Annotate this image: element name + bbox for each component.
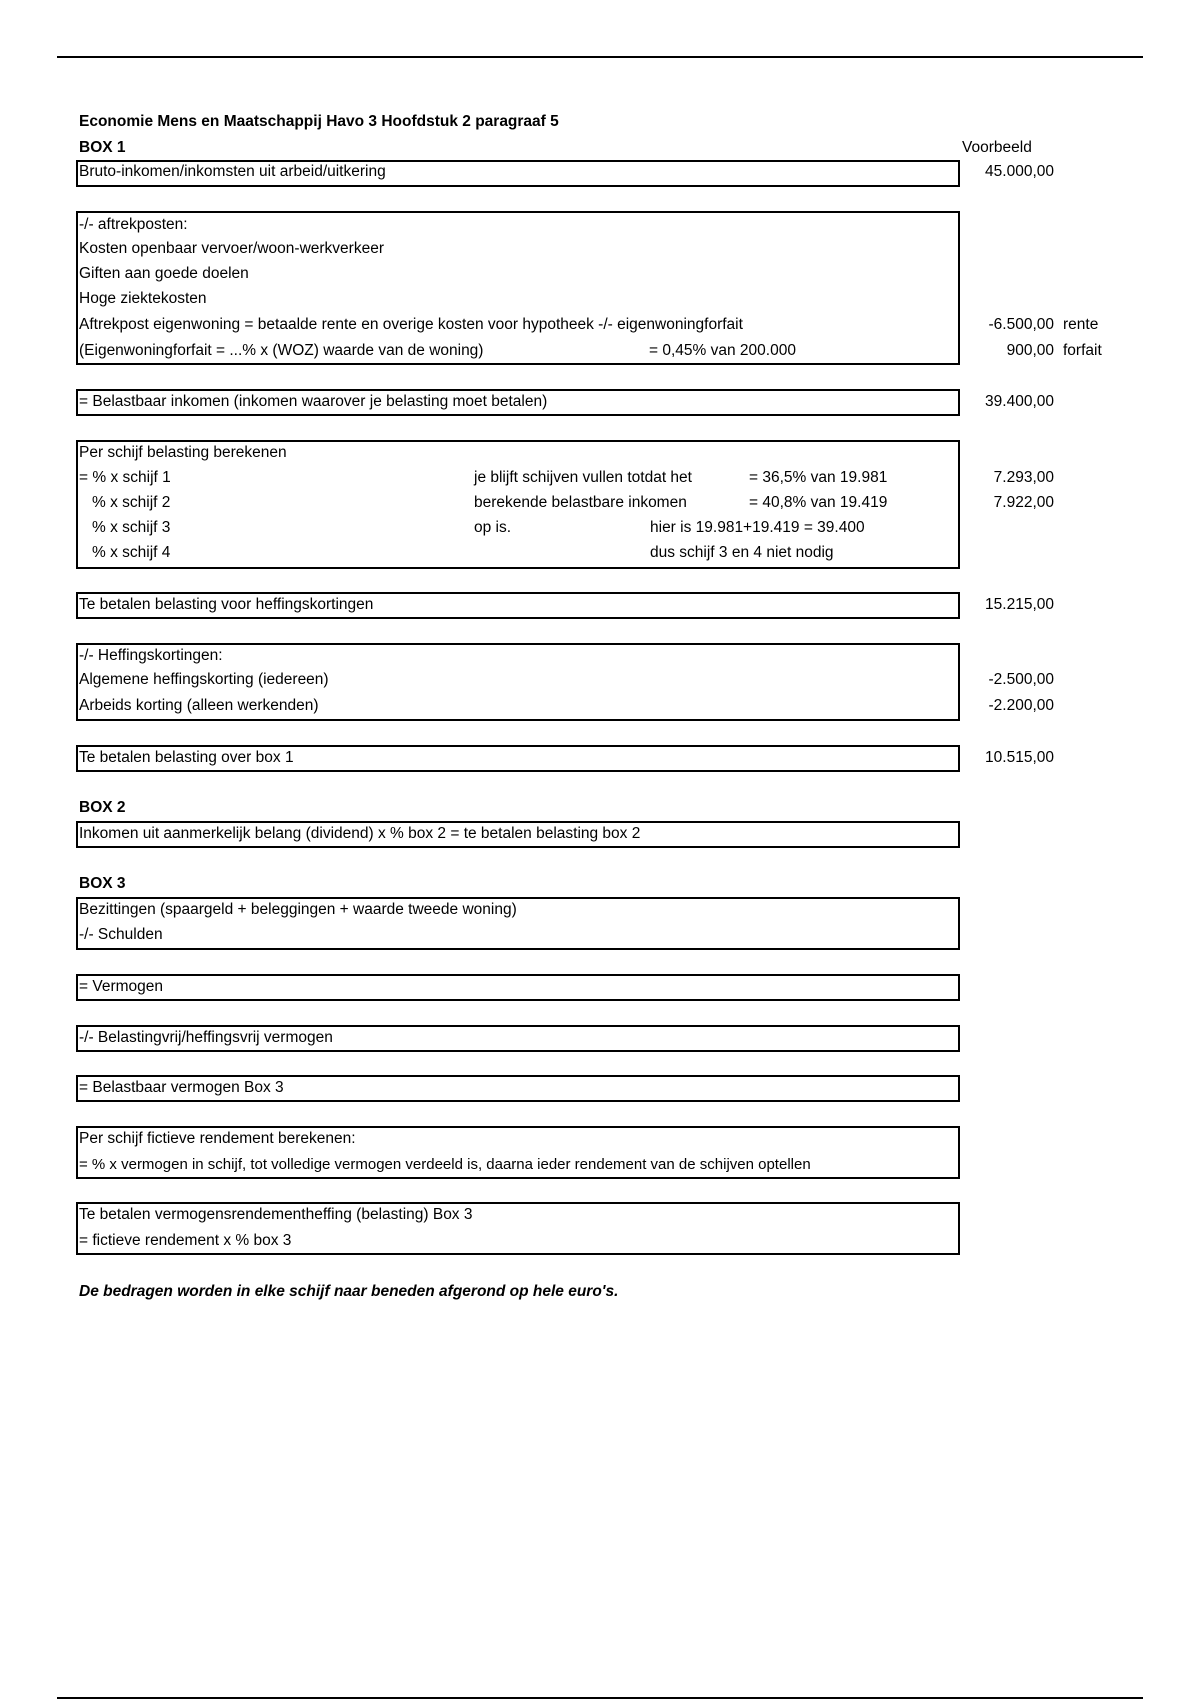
schijf-value: 7.293,00 (993, 469, 1054, 486)
aftrek-item: (Eigenwoningforfait = ...% x (WOZ) waarde van de woning) (79, 342, 484, 359)
schijf-calc: = 36,5% van 19.981 (749, 469, 888, 486)
schijf-note: je blijft schijven vullen totdat het (474, 469, 692, 486)
heffing-line: = fictieve rendement x % box 3 (79, 1232, 292, 1249)
schijf-heading: Per schijf belasting berekenen (79, 444, 287, 461)
algemene-korting-label: Algemene heffingskorting (iedereen) (79, 671, 329, 688)
voor-kortingen-value: 15.215,00 (985, 596, 1054, 613)
rente-label: rente (1063, 316, 1099, 333)
schijf-note: berekende belastbare inkomen (474, 494, 687, 511)
arbeidskorting-label: Arbeids korting (alleen werkenden) (79, 697, 319, 714)
schijf-row: % x schijf 2 (92, 494, 171, 511)
schijf-calc: dus schijf 3 en 4 niet nodig (650, 544, 834, 561)
vermogen-box (76, 974, 960, 1001)
example-header: Voorbeeld (962, 139, 1032, 156)
schijf-calc: = 40,8% van 19.419 (749, 494, 888, 511)
top-rule (57, 56, 1143, 58)
box2-label: Inkomen uit aanmerkelijk belang (dividend) x % box 2 = te betalen belasting box 2 (79, 825, 641, 842)
belastbaar-inkomen-label: = Belastbaar inkomen (inkomen waarover je belasting moet betalen) (79, 393, 548, 410)
bezittingen-line: Bezittingen (spaargeld + beleggingen + waarde tweede woning) (79, 901, 517, 918)
box3-heading: BOX 3 (79, 875, 126, 892)
aftrek-item: Giften aan goede doelen (79, 265, 249, 282)
rendement-line: = % x vermogen in schijf, tot volledige vermogen verdeeld is, daarna ieder rendement van de schijven optellen (79, 1156, 811, 1173)
belastbaar-inkomen-value: 39.400,00 (985, 393, 1054, 410)
footnote: De bedragen worden in elke schijf naar beneden afgerond op hele euro's. (79, 1283, 619, 1300)
forfait-label: forfait (1063, 342, 1102, 359)
schulden-line: -/- Schulden (79, 926, 163, 943)
schijf-row: % x schijf 3 (92, 519, 171, 536)
schijf-calc: hier is 19.981+19.419 = 39.400 (650, 519, 865, 536)
rente-value: -6.500,00 (988, 316, 1054, 333)
totaal-box1-label: Te betalen belasting over box 1 (79, 749, 294, 766)
bottom-rule (57, 1697, 1143, 1699)
bruto-value: 45.000,00 (985, 163, 1054, 180)
rendement-line: Per schijf fictieve rendement berekenen: (79, 1130, 356, 1147)
totaal-box1-value: 10.515,00 (985, 749, 1054, 766)
aftrek-item: Kosten openbaar vervoer/woon-werkverkeer (79, 240, 384, 257)
bruto-label: Bruto-inkomen/inkomsten uit arbeid/uitkering (79, 163, 386, 180)
schijf-note: op is. (474, 519, 512, 536)
box1-heading: BOX 1 (79, 139, 126, 156)
vrij-vermogen-label: -/- Belastingvrij/heffingsvrij vermogen (79, 1029, 333, 1046)
aftrek-item: Hoge ziektekosten (79, 290, 207, 307)
schijf-row: = % x schijf 1 (79, 469, 171, 486)
forfait-value: 900,00 (1006, 342, 1054, 359)
forfait-calc: = 0,45% van 200.000 (649, 342, 796, 359)
schijf-value: 7.922,00 (993, 494, 1054, 511)
box2-heading: BOX 2 (79, 799, 126, 816)
arbeidskorting-value: -2.200,00 (988, 697, 1054, 714)
vermogen-label: = Vermogen (79, 978, 164, 995)
page-title: Economie Mens en Maatschappij Havo 3 Hoofdstuk 2 paragraaf 5 (79, 113, 559, 130)
algemene-korting-value: -2.500,00 (988, 671, 1054, 688)
belastbaar-vermogen-label: = Belastbaar vermogen Box 3 (79, 1079, 284, 1096)
voor-kortingen-label: Te betalen belasting voor heffingskortingen (79, 596, 374, 613)
heffing-line: Te betalen vermogensrendementheffing (belasting) Box 3 (79, 1206, 473, 1223)
aftrek-heading: -/- aftrekposten: (79, 216, 188, 233)
aftrek-item: Aftrekpost eigenwoning = betaalde rente en overige kosten voor hypotheek -/- eigenwoningforfait (79, 316, 743, 333)
schijf-row: % x schijf 4 (92, 544, 171, 561)
kortingen-heading: -/- Heffingskortingen: (79, 647, 223, 664)
